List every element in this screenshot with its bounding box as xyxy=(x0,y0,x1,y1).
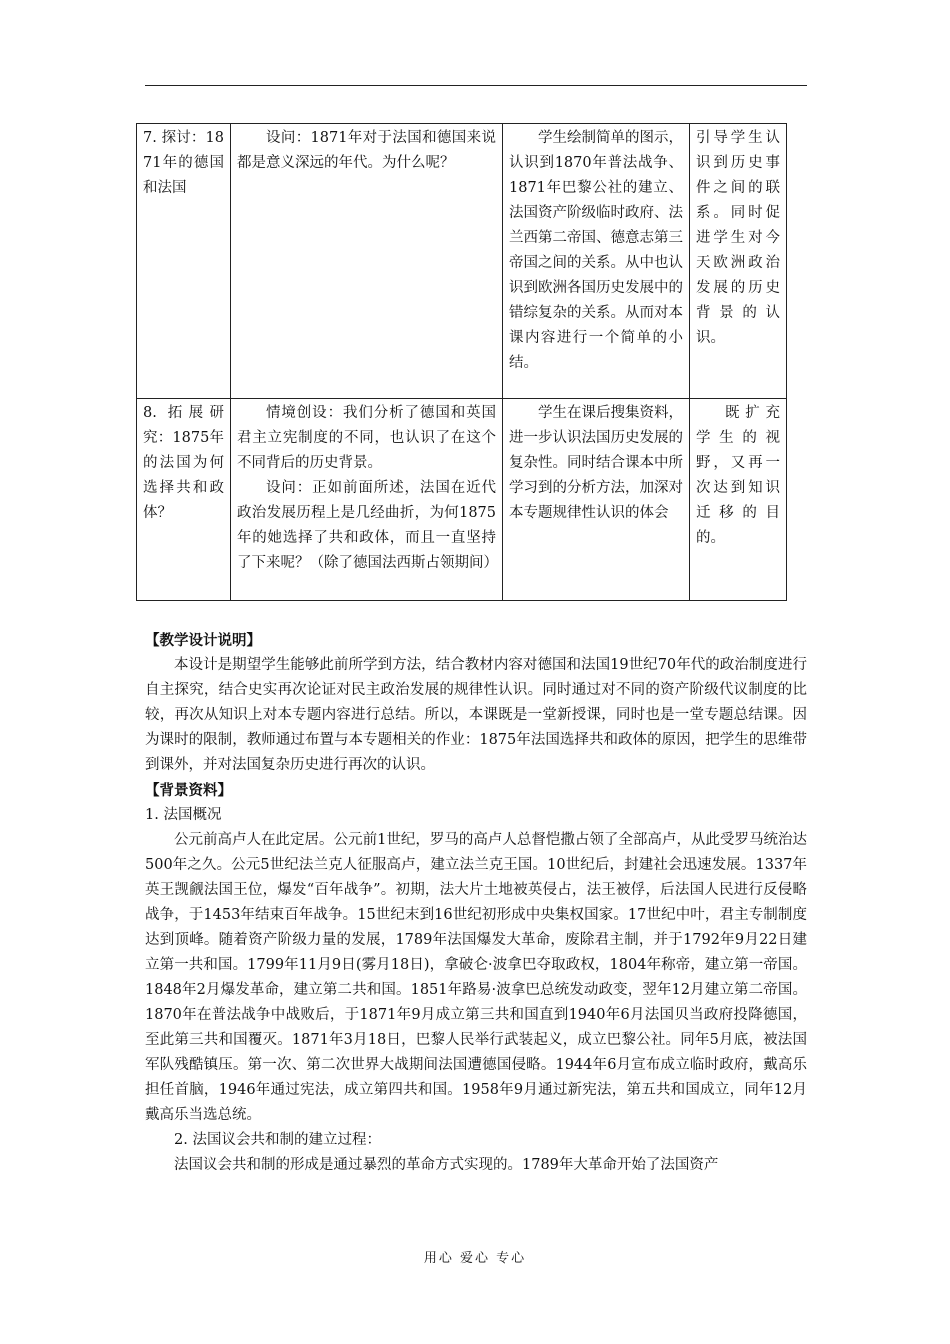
paragraph: 法国议会共和制的形成是通过暴烈的革命方式实现的。1789年大革命开始了法国资产 xyxy=(174,1157,719,1173)
student-activity-cell: 学生绘制简单的图示，认识到1870年普法战争、1871年巴黎公社的建立、法国资产阶级临时政府、法兰西第二帝国、德意志第三帝国之间的关系。从中也认识到欧洲各国历史发展中的错综复杂的关系。从而对本课内容进行一个简单的小结。 xyxy=(503,124,690,399)
lesson-plan-table xyxy=(136,123,787,601)
section-heading: 【背景资料】 xyxy=(145,782,232,799)
teacher-paragraph: 设问：正如前面所述，法国在近代政治发展历程上是几经曲折，为何1875年的她选择了共和政体，而且一直坚持了下来呢？（除了德国法西斯占领期间） xyxy=(237,480,498,571)
step-cell: 8. 拓展研究：1875年的法国为何选择共和政体？ xyxy=(137,399,231,601)
paragraph: 本设计是期望学生能够此前所学到方法，结合教材内容对德国和法国19世纪70年代的政治制度进行自主探究，结合史实再次论证对民主政治发展的规律性认识。同时通过对不同的资产阶级代议制度的比较，再次从知识上对本专题内容进行总结。所以，本课既是一堂新授课，同时也是一堂专题总结课。因为课时的限制，教师通过布置与本专题相关的作业：1875年法国选择共和政体的原因，把学生的思维带到课外，并对法国复杂历史进行再次的认识。 xyxy=(145,657,807,773)
step-cell: 7. 探讨：1871年的德国和法国 xyxy=(137,124,231,399)
student-activity-cell: 学生在课后搜集资料，进一步认识法国历史发展的复杂性。同时结合课本中所学习到的分析方法，加深对本专题规律性认识的体会 xyxy=(503,399,690,601)
purpose-cell: 既扩充学生的视野，又再一次达到知识迁移的目的。 xyxy=(690,399,787,601)
table-row xyxy=(137,124,787,399)
teacher-activity-cell xyxy=(231,124,503,399)
table-row xyxy=(137,399,787,601)
subsection-title: 1. 法国概况 xyxy=(145,807,222,823)
paragraph: 公元前高卢人在此定居。公元前1世纪，罗马的高卢人总督恺撒占领了全部高卢，从此受罗马统治达500年之久。公元5世纪法兰克人征服高卢，建立法兰克王国。10世纪后，封建社会迅速发展。1337年英王觊觎法国王位，爆发“百年战争”。初期，法大片土地被英侵占，法王被俘，后法国人民进行反侵略战争，于1453年结束百年战争。15世纪末到16世纪初形成中央集权国家。17世纪中叶，君主专制制度达到顶峰。随着资产阶级力量的发展，1789年法国爆发大革命，废除君主制，并于1792年9月22日建立第一共和国。1799年11月9日(雾月18日)，拿破仑·波拿巴夺取政权，1804年称帝，建立第一帝国。1848年2月爆发革命，建立第二共和国。1851年路易·波拿巴总统发动政变，翌年12月建立第二帝国。1870年在普法战争中战败后，于1871年9月成立第三共和国直到1940年6月法国贝当政府投降德国，至此第三共和国覆灭。1871年3月18日，巴黎人民举行武装起义，成立巴黎公社。同年5月底，被法国军队残酷镇压。第一次、第二次世界大战期间法国遭德国侵略。1944年6月宣布成立临时政府，戴高乐担任首脑，1946年通过宪法，成立第四共和国。1958年9月通过新宪法，第五共和国成立，同年12月戴高乐当选总统。 xyxy=(145,832,807,1123)
teacher-paragraph: 设问：1871年对于法国和德国来说都是意义深远的年代。为什么呢？ xyxy=(237,130,496,171)
header-rule xyxy=(145,85,807,86)
subsection-title: 2. 法国议会共和制的建立过程： xyxy=(174,1132,381,1148)
section-heading: 【教学设计说明】 xyxy=(145,632,261,649)
teacher-activity-cell xyxy=(231,399,503,601)
page-footer: 用心 爱心 专心 xyxy=(423,1251,527,1266)
purpose-cell: 引导学生认识到历史事件之间的联系。同时促进学生对今天欧洲政治发展的历史背景的认识。 xyxy=(690,124,787,399)
document-body xyxy=(145,628,807,1178)
teacher-paragraph: 情境创设：我们分析了德国和英国君主立宪制度的不同，也认识了在这个不同背后的历史背景。 xyxy=(237,405,496,471)
